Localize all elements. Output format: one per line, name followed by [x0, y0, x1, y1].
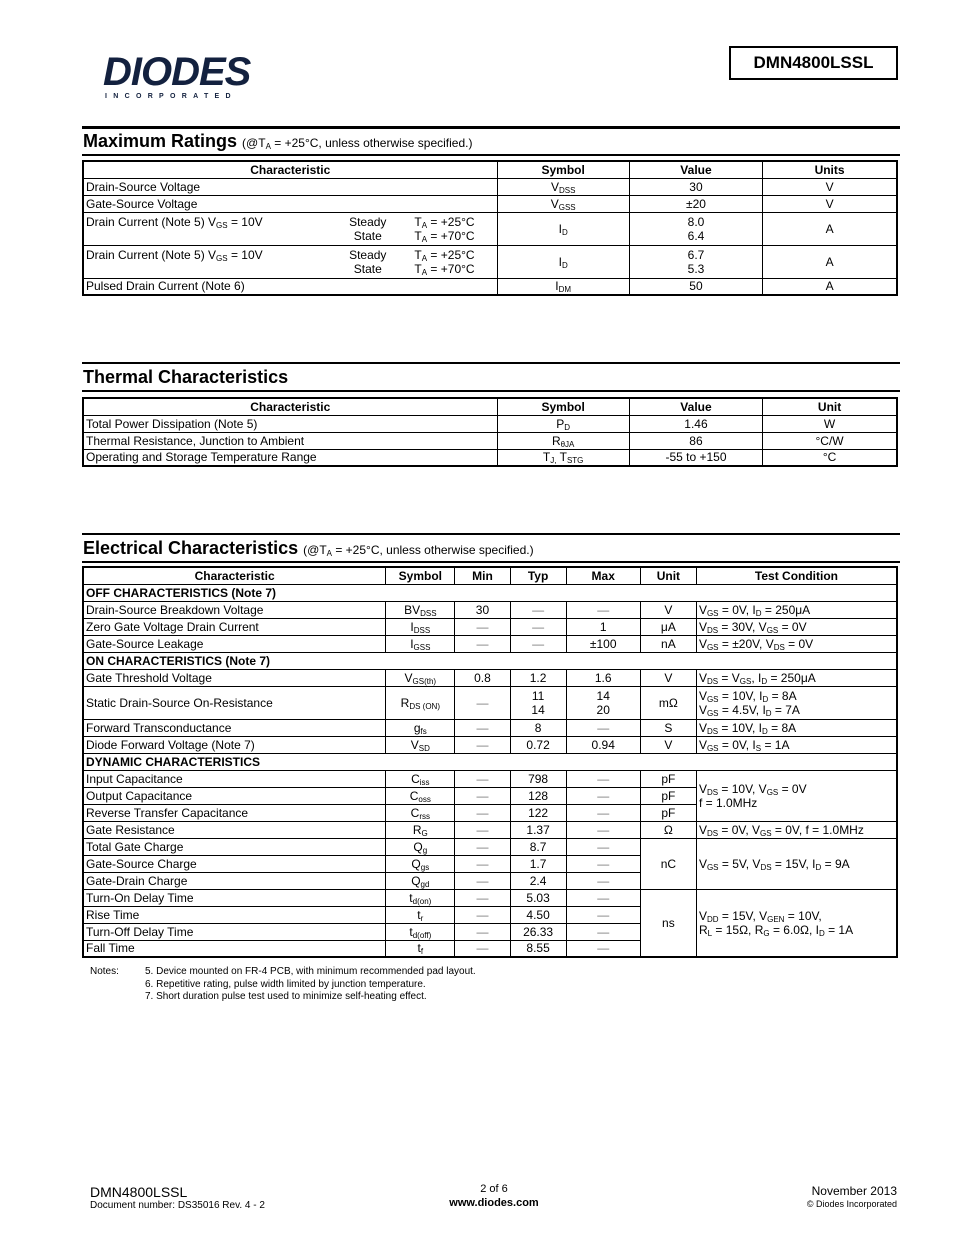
unit-cell: μA — [640, 618, 696, 635]
note-item: 5. Device mounted on FR-4 PCB, with minimum recommended pad layout. — [145, 966, 476, 977]
value-cell: 1.7 — [510, 855, 566, 872]
value-cell: 8 — [510, 719, 566, 736]
unit-cell: pF — [640, 787, 696, 804]
characteristic-cell: Static Drain-Source On-Resistance — [83, 686, 386, 719]
table-row: Drain-Source Voltage $V_{DSS}$ 30 V — [83, 178, 897, 195]
characteristic-cell: Fall Time — [83, 940, 386, 957]
table-row — [83, 635, 897, 652]
characteristic-cell: Gate-Drain Charge — [83, 872, 386, 889]
value-cell: 0.8 — [455, 669, 510, 686]
symbol-cell: $g_{fs}$ — [386, 719, 455, 736]
logo-wordmark: DIODES — [103, 50, 251, 94]
unit-cell: mΩ — [640, 686, 696, 719]
value-cell: 0.94 — [566, 736, 640, 753]
value-cell: 30 — [455, 601, 510, 618]
value-cell: ±100 — [566, 635, 640, 652]
unit-cell: pF — [640, 770, 696, 787]
value-cell: — — [566, 821, 640, 838]
table-row — [83, 686, 897, 719]
characteristic-cell: Gate Resistance — [83, 821, 386, 838]
characteristic-cell: Reverse Transfer Capacitance — [83, 804, 386, 821]
value-cell: — — [455, 940, 510, 957]
value-cell: 1.2 — [510, 669, 566, 686]
characteristic-cell: Turn-Off Delay Time — [83, 923, 386, 940]
table-row — [83, 618, 897, 635]
unit-cell: nA — [640, 635, 696, 652]
part-number-box: DMN4800LSSL — [729, 46, 898, 80]
value-cell: 1.6 — [566, 669, 640, 686]
value-cell: 14 20 — [566, 686, 640, 719]
note-item: 7. Short duration pulse test used to minimize self-heating effect. — [145, 991, 427, 1002]
symbol-cell: $Q_{gs}$ — [386, 855, 455, 872]
value-cell: — — [566, 889, 640, 906]
value-cell: — — [566, 923, 640, 940]
unit-cell: S — [640, 719, 696, 736]
unit-cell: V — [640, 736, 696, 753]
characteristic-cell: Rise Time — [83, 906, 386, 923]
symbol-cell: $Q_{gd}$ — [386, 872, 455, 889]
table-row: Operating and Storage Temperature Range $T_{J,}$ $T_{STG}$ -55 to +150 °C — [83, 449, 897, 466]
col-header: Max — [566, 567, 640, 584]
test-condition-cell: $V_{GS} = \pm 20V$, $V_{DS} = 0V$ — [696, 635, 897, 652]
col-header: Typ — [510, 567, 566, 584]
col-header: Value — [629, 398, 762, 415]
test-condition-cell: $V_{DS} = 10V$, $I_D = 8A$ — [696, 719, 897, 736]
value-cell: 0.72 — [510, 736, 566, 753]
value-cell: — — [455, 635, 510, 652]
footer-page: 2 of 6 — [480, 1183, 508, 1195]
symbol-cell: $R_{DS (ON)}$ — [386, 686, 455, 719]
footer-doc-number: Document number: DS35016 Rev. 4 - 2 — [90, 1200, 265, 1211]
value-cell: — — [566, 855, 640, 872]
symbol-cell: $R_G$ — [386, 821, 455, 838]
value-cell: 128 — [510, 787, 566, 804]
symbol-cell: $t_f$ — [386, 940, 455, 957]
diodes-logo — [103, 52, 268, 100]
max-ratings-title: Maximum Ratings ($@T_A = +25^\circ C$, unless otherwise specified.) — [83, 131, 473, 151]
col-header: Symbol — [386, 567, 455, 584]
electrical-table — [82, 566, 898, 958]
characteristic-cell: Output Capacitance — [83, 787, 386, 804]
table-row: Total Power Dissipation (Note 5) $P_D$ 1.46 W — [83, 415, 897, 432]
value-cell: — — [455, 855, 510, 872]
group-header: ON CHARACTERISTICS (Note 7) — [83, 652, 897, 669]
unit-cell: ns — [640, 889, 696, 957]
table-row — [83, 669, 897, 686]
col-header: Symbol — [497, 398, 629, 415]
value-cell: 11 14 — [510, 686, 566, 719]
table-row — [83, 601, 897, 618]
table-row: Pulsed Drain Current (Note 6) $I_{DM}$ 50 A — [83, 278, 897, 295]
value-cell: 26.33 — [510, 923, 566, 940]
value-cell: 5.03 — [510, 889, 566, 906]
value-cell: — — [455, 889, 510, 906]
characteristic-cell: Total Gate Charge — [83, 838, 386, 855]
symbol-cell: $C_{iss}$ — [386, 770, 455, 787]
value-cell: — — [455, 804, 510, 821]
col-header: Characteristic — [83, 567, 386, 584]
value-cell: — — [455, 770, 510, 787]
value-cell: — — [455, 787, 510, 804]
symbol-cell: $Q_g$ — [386, 838, 455, 855]
value-cell: — — [566, 906, 640, 923]
characteristic-cell: Gate-Source Charge — [83, 855, 386, 872]
symbol-cell: $BV_{DSS}$ — [386, 601, 455, 618]
value-cell: 8.55 — [510, 940, 566, 957]
value-cell: — — [455, 719, 510, 736]
table-row: Gate-Source Voltage $V_{GSS}$ ±20 V — [83, 195, 897, 212]
logo-subtitle: INCORPORATED — [105, 93, 237, 100]
value-cell: 1 — [566, 618, 640, 635]
characteristic-cell: Forward Transconductance — [83, 719, 386, 736]
table-row — [83, 838, 897, 855]
table-row: Drain Current (Note 5) $V_{GS} = 10V$ Steady State $T_A = +25^\circ C$ $T_A = +70^\circ C$ $I_D$ 8.0 6.4 A — [83, 212, 897, 245]
electrical-condition: ($@T_A = +25^\circ C$, unless otherwise specified.) — [303, 543, 534, 558]
table-row — [83, 736, 897, 753]
value-cell: — — [455, 618, 510, 635]
symbol-cell: $t_{d(on)}$ — [386, 889, 455, 906]
col-header: Characteristic — [83, 161, 497, 178]
test-condition-cell: $V_{GS} = 0V$, $I_S = 1A$ — [696, 736, 897, 753]
test-condition-cell: $V_{DD} = 15V$, $V_{GEN} = 10V$, $R_L = 15\Omega$, $R_G = 6.0\Omega$, $I_D = 1A$ — [696, 889, 897, 957]
value-cell: 4.50 — [510, 906, 566, 923]
max-ratings-condition: ($@T_A = +25^\circ C$, unless otherwise specified.) — [242, 136, 473, 151]
unit-cell: V — [640, 669, 696, 686]
col-header: Value — [629, 161, 762, 178]
col-header: Units — [763, 161, 897, 178]
test-condition-cell: $V_{DS} = V_{GS}$, $I_D = 250\mu A$ — [696, 669, 897, 686]
value-cell: — — [566, 719, 640, 736]
value-cell: 2.4 — [510, 872, 566, 889]
value-cell: — — [566, 872, 640, 889]
characteristic-cell: Gate-Source Leakage — [83, 635, 386, 652]
symbol-cell: $I_{DSS}$ — [386, 618, 455, 635]
max-ratings-table — [82, 160, 898, 296]
footer-part: DMN4800LSSL — [90, 1184, 188, 1200]
value-cell: — — [510, 635, 566, 652]
value-cell: — — [455, 821, 510, 838]
symbol-cell: $C_{rss}$ — [386, 804, 455, 821]
value-cell: — — [566, 770, 640, 787]
characteristic-cell: Drain-Source Breakdown Voltage — [83, 601, 386, 618]
thermal-title: Thermal Characteristics — [83, 367, 289, 387]
unit-cell: V — [640, 601, 696, 618]
unit-cell: pF — [640, 804, 696, 821]
test-condition-cell: $V_{GS} = 0V$, $I_D = 250\mu A$ — [696, 601, 897, 618]
characteristic-cell: Gate Threshold Voltage — [83, 669, 386, 686]
symbol-cell: $V_{SD}$ — [386, 736, 455, 753]
section-rule-bottom — [82, 390, 900, 392]
characteristic-cell: Diode Forward Voltage (Note 7) — [83, 736, 386, 753]
group-header: DYNAMIC CHARACTERISTICS — [83, 753, 897, 770]
section-rule-top — [82, 126, 900, 129]
value-cell: — — [455, 686, 510, 719]
test-condition-cell: $V_{GS} = 5V$, $V_{DS} = 15V$, $I_D = 9A$ — [696, 838, 897, 889]
table-row — [83, 770, 897, 787]
section-rule-top — [82, 362, 900, 364]
symbol-cell: $C_{oss}$ — [386, 787, 455, 804]
notes-label: Notes: — [90, 966, 119, 977]
table-row — [83, 889, 897, 906]
col-header: Unit — [763, 398, 897, 415]
electrical-title: Electrical Characteristics ($@T_A = +25^\circ C$, unless otherwise specified.) — [83, 538, 534, 558]
value-cell: — — [510, 601, 566, 618]
group-header: OFF CHARACTERISTICS (Note 7) — [83, 584, 897, 601]
test-condition-cell: $V_{DS} = 30V$, $V_{GS} = 0V$ — [696, 618, 897, 635]
thermal-table — [82, 397, 898, 467]
value-cell: — — [566, 940, 640, 957]
section-rule-bottom — [82, 154, 900, 156]
unit-cell: nC — [640, 838, 696, 889]
value-cell: — — [566, 601, 640, 618]
value-cell: — — [566, 804, 640, 821]
value-cell: 122 — [510, 804, 566, 821]
symbol-cell: $t_{d(off)}$ — [386, 923, 455, 940]
table-row — [83, 719, 897, 736]
table-row — [83, 821, 897, 838]
value-cell: 8.7 — [510, 838, 566, 855]
value-cell: — — [455, 923, 510, 940]
unit-cell: Ω — [640, 821, 696, 838]
symbol-cell: $I_{GSS}$ — [386, 635, 455, 652]
value-cell: — — [510, 618, 566, 635]
section-rule-bottom — [82, 561, 900, 563]
table-row: Drain Current (Note 5) $V_{GS} = 10V$ Steady State $T_A = +25^\circ C$ $T_A = +70^\circ C$ $I_D$ 6.7 5.3 A — [83, 245, 897, 278]
value-cell: — — [455, 872, 510, 889]
characteristic-cell: Turn-On Delay Time — [83, 889, 386, 906]
value-cell: — — [455, 906, 510, 923]
col-header: Min — [455, 567, 510, 584]
test-condition-cell: $V_{GS} = 10V$, $I_D = 8A$ $V_{GS} = 4.5V$, $I_D = 7A$ — [696, 686, 897, 719]
test-condition-cell: $V_{DS} = 0V$, $V_{GS} = 0V$, f = 1.0MHz — [696, 821, 897, 838]
section-rule-top — [82, 533, 900, 535]
footer-copyright: © Diodes Incorporated — [806, 1199, 897, 1209]
symbol-cell: $t_r$ — [386, 906, 455, 923]
value-cell: — — [566, 838, 640, 855]
footer-url[interactable]: www.diodes.com — [449, 1197, 539, 1209]
notes — [90, 966, 476, 1004]
symbol-cell: $V_{GS(th)}$ — [386, 669, 455, 686]
col-header: Symbol — [497, 161, 629, 178]
col-header: Characteristic — [83, 398, 497, 415]
characteristic-cell: Input Capacitance — [83, 770, 386, 787]
characteristic-cell: Zero Gate Voltage Drain Current — [83, 618, 386, 635]
value-cell: — — [455, 736, 510, 753]
test-condition-cell: $V_{DS} = 10V$, $V_{GS} = 0V$ f = 1.0MHz — [696, 770, 897, 821]
value-cell: — — [566, 787, 640, 804]
value-cell: — — [455, 838, 510, 855]
value-cell: 1.37 — [510, 821, 566, 838]
col-header: Unit — [640, 567, 696, 584]
footer-date: November 2013 — [811, 1184, 897, 1198]
note-item: 6. Repetitive rating, pulse width limited by junction temperature. — [145, 978, 426, 990]
col-header: Test Condition — [696, 567, 897, 584]
value-cell: 798 — [510, 770, 566, 787]
table-row: Thermal Resistance, Junction to Ambient $R_{\theta JA}$ 86 °C/W — [83, 432, 897, 449]
